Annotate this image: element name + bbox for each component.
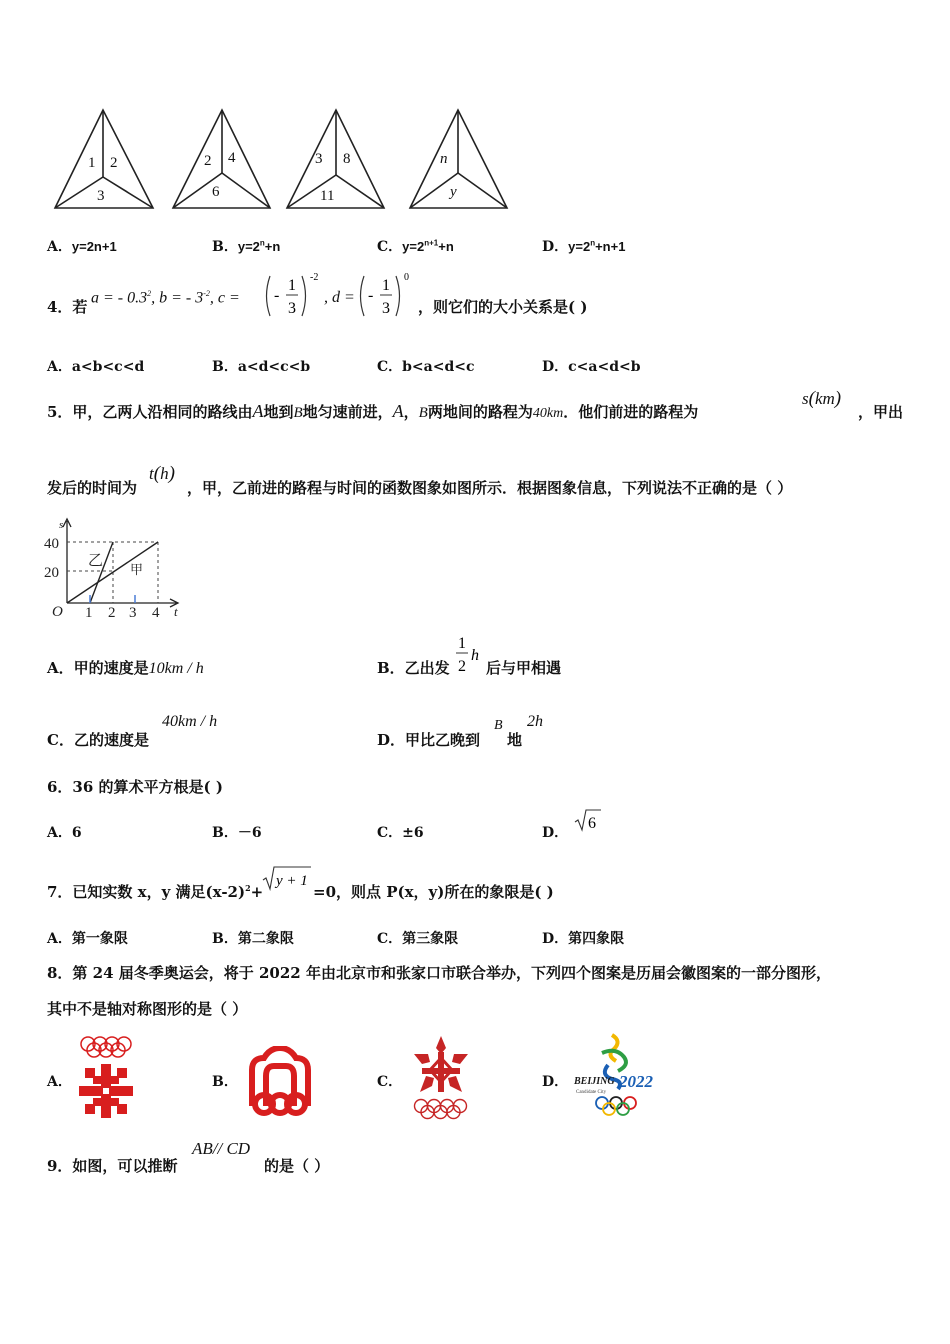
svg-text:2: 2: [108, 605, 116, 621]
olympic-emblem-b-icon: [244, 1046, 316, 1118]
q7-option-a[interactable]: A．第一象限: [47, 931, 128, 947]
svg-text:乙: 乙: [88, 553, 104, 569]
q3-option-d[interactable]: D．$y=2^n+n+1$: [542, 238, 626, 255]
q5-option-d-value: 2h: [527, 713, 543, 730]
q5-option-a[interactable]: A．甲的速度是10km / h: [47, 659, 204, 677]
triangle-figures: [50, 105, 520, 215]
t3-left: 3: [315, 151, 323, 167]
q5-s-km: s(km): [802, 388, 842, 409]
q8-stem-line1: 8．第 24 届冬季奥运会，将于 2022 年由北京市和张家口市联合举办，下列四个图案是历届会徽图案的一部分图形，: [47, 964, 831, 982]
t3-right: 8: [343, 151, 351, 167]
svg-text:-2: -2: [310, 272, 319, 283]
q7-sqrt: [261, 864, 313, 892]
svg-text:3: 3: [288, 300, 296, 317]
q4-number: 4．若: [47, 298, 88, 316]
q4-expr-d: , d =: [324, 289, 355, 306]
q5-option-c-value: 40km / h: [162, 713, 218, 730]
q4-d-value: [356, 270, 418, 322]
svg-text:h: h: [471, 647, 479, 664]
q8-stem-line2: 其中不是轴对称图形的是（ ）: [47, 1000, 248, 1018]
q9-stem: 9．如图，可以推断: [47, 1157, 178, 1175]
line-jia: [67, 542, 158, 603]
q5-stem-line1: 5．甲，乙两人沿相同的路线由A地到B地匀速前进，A，B两地间的路程为40km．他们前进的路程为: [47, 401, 699, 421]
q8-option-c[interactable]: C．: [377, 1074, 403, 1090]
svg-text:-: -: [368, 287, 374, 304]
t4-bottom: y: [450, 184, 457, 200]
svg-text:-: -: [274, 287, 280, 304]
svg-text:s: s: [59, 519, 64, 531]
q5-stem-line2: ，甲，乙前进的路程与时间的函数图象如图所示．根据图象信息，下列说法不正确的是（ ）: [187, 479, 793, 497]
q5-stem-line2-start: 发后的时间为: [47, 479, 138, 497]
q9-expr: AB// CD: [192, 1139, 251, 1158]
q4-expr-ab: a = - $0.3^2$, b = - $3^{-2}$, c =: [91, 289, 240, 307]
t2-left: 2: [204, 153, 212, 169]
svg-text:3: 3: [382, 300, 390, 317]
svg-text:1: 1: [458, 635, 466, 652]
svg-text:6: 6: [588, 815, 596, 832]
t4-left: n: [440, 151, 448, 167]
q9-stem-end: 的是（ ）: [264, 1157, 330, 1175]
q6-sqrt6: [573, 807, 603, 833]
q8-option-d[interactable]: D．: [542, 1074, 569, 1090]
svg-text:BEIJING: BEIJING: [574, 1076, 615, 1087]
q7-option-d[interactable]: D．第四象限: [542, 931, 625, 947]
q3-option-c[interactable]: C．$y=2^{n+1}+n$: [377, 238, 454, 255]
svg-text:0: 0: [404, 272, 409, 283]
t1-left: 1: [88, 155, 96, 171]
line-yi: [90, 542, 113, 603]
svg-text:2022: 2022: [619, 1072, 653, 1091]
t2-bottom: 6: [212, 184, 220, 200]
q5-option-d[interactable]: D．甲比乙晚到: [377, 731, 481, 749]
q4-option-a[interactable]: A．a<b<c<d: [47, 359, 145, 375]
t2-right: 4: [228, 150, 236, 166]
t1-right: 2: [110, 155, 118, 171]
q6-option-b[interactable]: B．－6: [212, 825, 262, 841]
q8-option-b[interactable]: B．: [212, 1074, 238, 1090]
q7-option-b[interactable]: B．第二象限: [212, 931, 294, 947]
q3-option-b[interactable]: B．$y=2^n+n$: [212, 238, 281, 255]
svg-text:t: t: [174, 604, 178, 619]
q3-option-a[interactable]: A．y=2n+1: [47, 239, 117, 255]
q5-option-c[interactable]: C．乙的速度是: [47, 731, 149, 749]
q8-option-a[interactable]: A．: [47, 1074, 72, 1090]
q5-graph: [40, 515, 190, 623]
svg-text:2: 2: [458, 658, 466, 675]
q7-stem: 7．已知实数 x，y 满足$(x-2)^2+$: [47, 883, 264, 901]
q4-suffix: ，则它们的大小关系是( ): [418, 298, 588, 316]
beijing-2022-emblem-icon: [572, 1031, 664, 1121]
svg-text:1: 1: [288, 277, 296, 294]
q4-c-value: [262, 270, 332, 322]
q7-option-c[interactable]: C．第三象限: [377, 931, 459, 947]
svg-text:1: 1: [85, 605, 93, 621]
q6-option-d[interactable]: D．: [542, 825, 569, 841]
q5-option-d-mid: 地: [507, 731, 523, 749]
svg-text:4: 4: [152, 605, 160, 621]
q5-option-b-end: 后与甲相遇: [486, 659, 562, 677]
q5-stem-line1-end: ，甲出: [858, 403, 904, 421]
olympic-emblem-c-icon: [408, 1034, 474, 1120]
olympic-emblem-a-icon: [76, 1034, 138, 1120]
q5-t-h: t(h): [149, 463, 175, 484]
q5-option-b-fraction: [452, 630, 488, 680]
t3-bottom: 11: [320, 188, 335, 204]
svg-text:甲: 甲: [130, 562, 144, 577]
svg-text:Candidate City: Candidate City: [576, 1090, 607, 1095]
q4-option-c[interactable]: C．b<a<d<c: [377, 359, 475, 375]
q7-stem-end: =0，则点 P(x，y)所在的象限是( ): [313, 883, 554, 901]
svg-text:20: 20: [44, 565, 59, 581]
svg-text:40: 40: [44, 536, 59, 552]
q6-option-c[interactable]: C．±6: [377, 825, 424, 841]
q6-stem: 6．36 的算术平方根是( ): [47, 778, 223, 796]
svg-text:y + 1: y + 1: [276, 873, 308, 889]
t1-bottom: 3: [97, 188, 105, 204]
q5-option-b[interactable]: B．乙出发: [377, 659, 450, 677]
svg-text:O: O: [52, 604, 63, 620]
q4-option-d[interactable]: D．c<a<d<b: [542, 359, 641, 375]
svg-text:3: 3: [129, 605, 137, 621]
svg-text:1: 1: [382, 277, 390, 294]
q5-option-d-b: B: [494, 718, 503, 733]
q4-option-b[interactable]: B．a<d<c<b: [212, 359, 311, 375]
q6-option-a[interactable]: A．6: [47, 825, 82, 841]
